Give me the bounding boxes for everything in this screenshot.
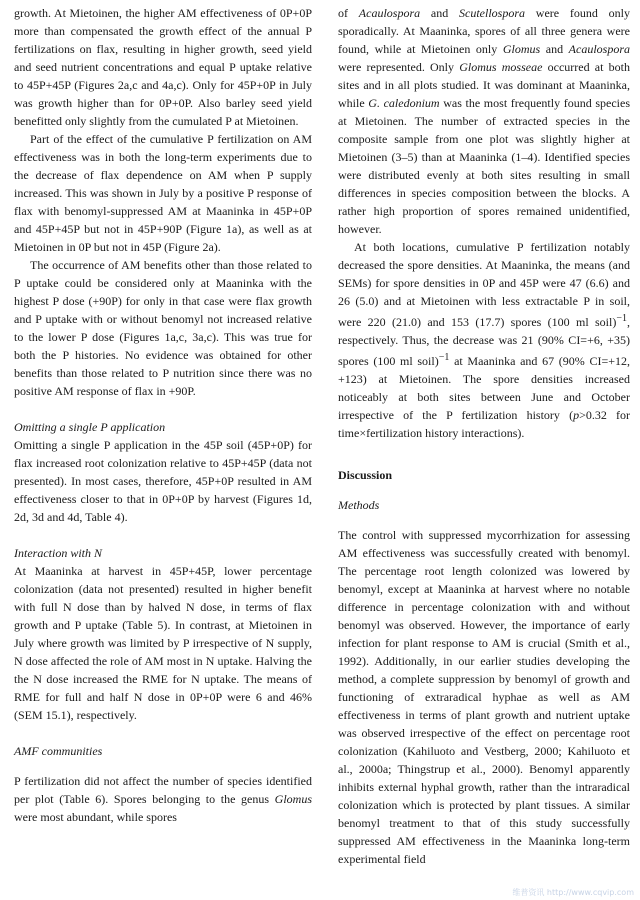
paragraph-methods: The control with suppressed mycorrhization for assessing AM effectiveness was successfully created with benomyl. The percentage root length colonized was lowered by benomyl, except at Maaninka at harvest where no notable difference in percentage colonization with and without benomyl was observed. However, the importance of early infection for plant response to AM is crucial (Smith et al., 1992). Additionally, in our earlier studies developing the method, a complete suppression by benomyl of growth and functioning of extraradical hyphae as well as AM effectiveness in terms of plant growth and nutrient uptake was observed irrespective of the effect on percentage root colonization (Kahiluoto and Vestberg, 2000; Kahiluoto et al., 2000a; Thingstrup et al., 2000). Benomyl apparently inhibits external hyphal growth, rather than the intraradical colonization which is protected by plant tissues. A similar benomyl treatment to that of this study successfully suppressed AM effectiveness in the Maaninka long-term experimental field bbox=[338, 528, 630, 866]
paragraph-omitting-p: Omitting a single P application in the 45P soil (45P+0P) for flax increased root colonization relative to 45P+45P (data not presented). In most cases, therefore, 45P+0P resulted in AM effectiveness closer to that in 0P+0P by harvest (Figures 1d, 2d, 3d and 4d, Table 4). bbox=[14, 438, 312, 524]
subheading-interaction-n: Interaction with N bbox=[14, 546, 102, 560]
paragraph-cumulative-p: Part of the effect of the cumulative P fertilization on AM effectiveness was in both the long-term experiments due to the decrease of flax dependence on AM when P supply increased. This was shown in July by a positive P response of flax with benomyl-suppressed AM at Maaninka in 45P+0P and 45P+45P but not in 45P+90P (Figure 1a), as well as at Mietoinen in 0P but not in 45P (Figure 2a). bbox=[14, 132, 312, 254]
subheading-omitting-p: Omitting a single P application bbox=[14, 420, 166, 434]
left-column bbox=[14, 4, 312, 826]
paragraph-spore-densities: At both locations, cumulative P fertilization notably decreased the spore densities. At Maaninka, the means (and SEMs) for spore densities in 0P and 45P were 47 (6.6) and 26 (5.0) and at Mietoinen with less extractable P in soil, were 220 (21.0) and 153 (17.7) spores (100 ml soil)$^{-1}$, respectively. Thus, the decrease was 21 (90% CI=+6, +35) spores (100 ml soil)$^{-1}$ at Maaninka and 67 (90% CI=+12, +123) at Mietoinen. The spore densities increased noticeably at both sites between June and October irrespective of the P fertilization history (p>0.32 for time×fertilization history interactions). bbox=[338, 240, 630, 440]
paragraph-interaction-n: At Maaninka at harvest in 45P+45P, lower percentage colonization (data not presented) resulted in higher benefit with full N dose than by halved N dose, in terms of flax growth and P uptake (Table 5). In contrast, at Mietoinen in July where growth was limited by P irrespective of N supply, N dose affected the role of AM most in N uptake. Halving the the N dose increased the RME for N uptake. The means of RME for full and half N dose in 0P+0P were 6 and 46% (SEM 15.1), respectively. bbox=[14, 564, 312, 722]
paragraph-other-benefits: The occurrence of AM benefits other than those related to P uptake could be considered only at Maaninka with the highest P dose (+90P) for only in that case were flax growth and P uptake with or without benomyl not increased relative to the lower P dose (Figures 1a,c, 3a,c). This was true for both the P histories. No evidence was obtained for other benefits than those related to P nutrition since there was no positive AM response of flax in +90P. bbox=[14, 258, 312, 398]
right-column bbox=[338, 4, 630, 868]
paragraph-amf-communities: P fertilization did not affect the number of species identified per plot (Table 6). Spores belonging to the genus Glomus were most abundant, while spores bbox=[14, 774, 312, 824]
watermark: 维普资讯 http://www.cqvip.com bbox=[512, 888, 634, 897]
subheading-amf-communities: AMF communities bbox=[14, 744, 103, 758]
section-heading-discussion: Discussion bbox=[338, 468, 393, 482]
subheading-methods: Methods bbox=[338, 498, 380, 512]
paragraph-spore-genera: of Acaulospora and Scutellospora were found only sporadically. At Maaninka, spores of all three genera were found, while at Mietoinen only Glomus and Acaulospora were represented. Only Glomus mosseae occurred at both sites and in all plots studied. It was dominant at Maaninka, while G. caledonium was the most frequently found species at Mietoinen. The number of extracted species in the composite sample from one plot was slightly higher at Mietoinen (3–5) than at Maaninka (1–4). Identified species were distributed evenly at both sites resulting in small differences in species composition between the blocks. A rather high proportion of spores remained unidentified, however. bbox=[338, 6, 631, 236]
paragraph-results-cont: growth. At Mietoinen, the higher AM effectiveness of 0P+0P more than compensated the growth effect of the annual P fertilizations on flax, resulting in higher growth, seed yield and seed nutrient concentrations and equal P uptake relative to 45P+45P (Figures 2a,c and 4a,c). Only for 45P+0P in July was growth higher than for 0P+0P. Also barley seed yield benefitted only slightly from the cumulated P at Mietoinen. bbox=[14, 6, 312, 128]
